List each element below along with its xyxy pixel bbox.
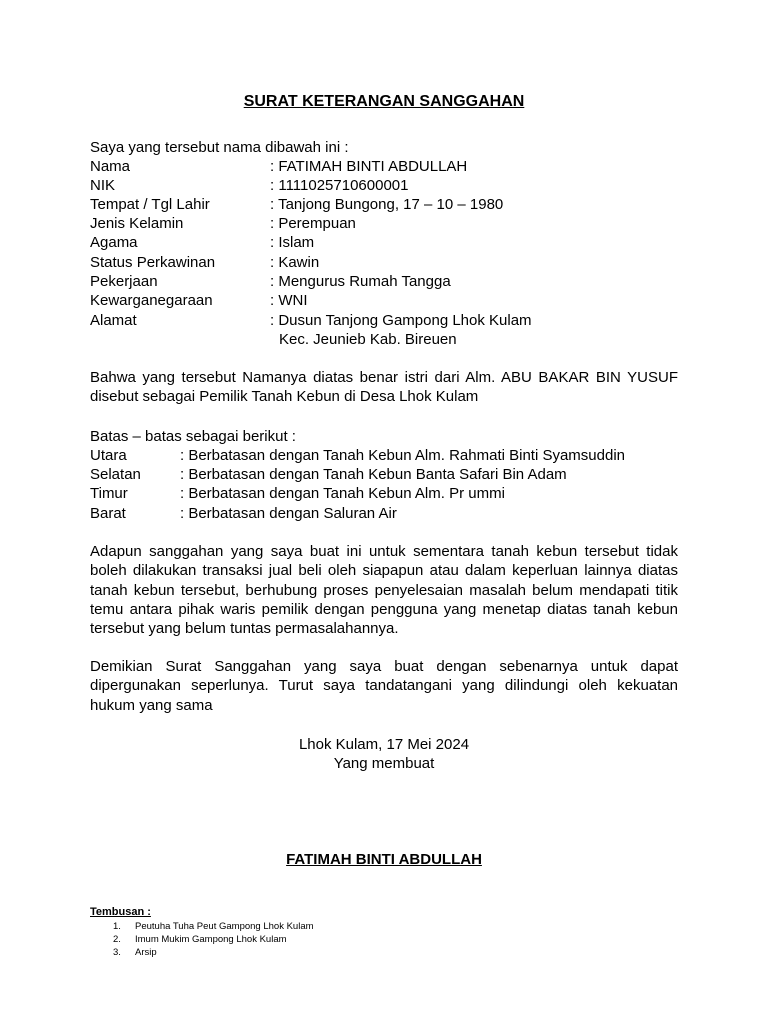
tembusan-text: Arsip: [135, 947, 157, 958]
boundary-label: Selatan: [90, 466, 141, 483]
tembusan-item: [113, 947, 157, 959]
address-line-2: Kec. Jeunieb Kab. Bireuen: [279, 331, 457, 348]
objection-paragraph: Adapun sanggahan yang saya buat ini untuk sementara tanah kebun tersebut tidak boleh dilakukan transaksi jual beli oleh siapapun atau dalam keperluan lainnya diatas tanah kebun tersebut, berhubung proses penyelesaian masalah belum mendapati titik temu antara pihak waris pemilik dengan pengguna yang menetap diatas tanah kebun tersebut yang belum tuntas permasalahannya.: [90, 543, 678, 638]
signer-block: [0, 850, 768, 869]
identity-value: : Mengurus Rumah Tangga: [270, 273, 451, 290]
identity-label: Jenis Kelamin: [90, 215, 184, 232]
boundaries-heading: Batas – batas sebagai berikut :: [90, 428, 296, 445]
intro-text: Saya yang tersebut nama dibawah ini :: [90, 139, 349, 156]
identity-value: : Islam: [270, 234, 315, 251]
identity-label: Status Perkawinan: [90, 254, 216, 271]
identity-label: NIK: [90, 177, 116, 194]
place-date: Lhok Kulam, 17 Mei 2024: [298, 736, 470, 753]
boundary-label: Barat: [90, 505, 126, 522]
document-title: SURAT KETERANGAN SANGGAHAN: [243, 93, 525, 110]
signer-name: FATIMAH BINTI ABDULLAH: [286, 851, 482, 868]
identity-label: Tempat / Tgl Lahir: [90, 196, 210, 213]
identity-row-religion: [90, 233, 690, 252]
maker-label: Yang membuat: [333, 755, 435, 772]
tembusan-number: 3.: [113, 947, 121, 958]
identity-label: Agama: [90, 234, 138, 251]
identity-value: : WNI: [270, 292, 308, 309]
tembusan-item: [113, 934, 287, 946]
tembusan-item: [113, 921, 314, 933]
identity-label: Pekerjaan: [90, 273, 158, 290]
boundary-label: Utara: [90, 447, 127, 464]
identity-value: : Tanjong Bungong, 17 – 10 – 1980: [270, 196, 504, 213]
identity-row-occupation: [90, 272, 690, 291]
identity-row-gender: [90, 214, 690, 233]
tembusan-number: 1.: [113, 921, 121, 932]
identity-row-name: [90, 157, 690, 176]
identity-value: : FATIMAH BINTI ABDULLAH: [270, 158, 468, 175]
boundary-label: Timur: [90, 485, 128, 502]
identity-row-nik: [90, 176, 690, 195]
identity-value: : 1111025710600001: [270, 177, 409, 194]
boundary-value: : Berbatasan dengan Saluran Air: [180, 505, 397, 522]
identity-row-marital: [90, 253, 690, 272]
identity-label: Nama: [90, 158, 131, 175]
identity-value: : Dusun Tanjong Gampong Lhok Kulam: [270, 312, 532, 329]
wife-statement-paragraph: Bahwa yang tersebut Namanya diatas benar istri dari Alm. ABU BAKAR BIN YUSUF disebut sebagai Pemilik Tanah Kebun di Desa Lhok Kulam: [90, 369, 678, 406]
closing-paragraph: Demikian Surat Sanggahan yang saya buat dengan sebenarnya untuk dapat dipergunakan seperlunya. Turut saya tandatangani yang dilindungi oleh kekuatan hukum yang sama: [90, 658, 678, 714]
identity-value: : Kawin: [270, 254, 320, 271]
tembusan-number: 2.: [113, 934, 121, 945]
boundary-value: : Berbatasan dengan Tanah Kebun Banta Safari Bin Adam: [180, 466, 567, 483]
identity-row-birth: [90, 195, 690, 214]
tembusan-heading: Tembusan :: [90, 906, 151, 918]
boundary-value: : Berbatasan dengan Tanah Kebun Alm. Rahmati Binti Syamsuddin: [180, 447, 626, 464]
boundary-value: : Berbatasan dengan Tanah Kebun Alm. Pr ummi: [180, 485, 505, 502]
identity-value: : Perempuan: [270, 215, 356, 232]
identity-label: Alamat: [90, 312, 137, 329]
identity-label: Kewarganegaraan: [90, 292, 213, 309]
tembusan-text: Imum Mukim Gampong Lhok Kulam: [135, 934, 287, 945]
identity-row-address: [90, 311, 690, 330]
tembusan-text: Peutuha Tuha Peut Gampong Lhok Kulam: [135, 921, 314, 932]
identity-row-nationality: [90, 291, 690, 310]
